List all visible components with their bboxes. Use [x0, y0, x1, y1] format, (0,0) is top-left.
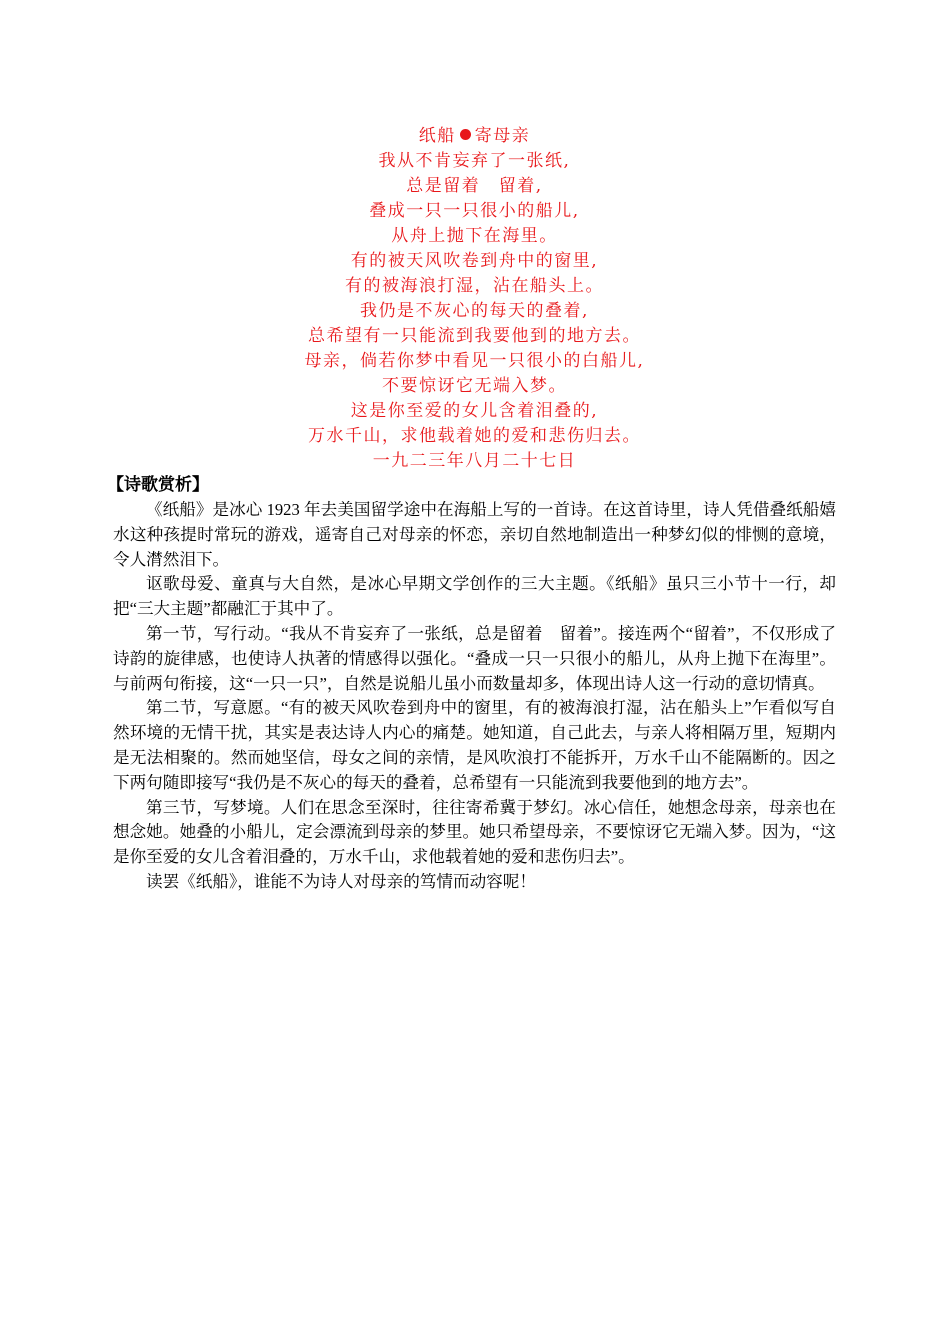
analysis-paragraph: 第二节，写意愿。“有的被天风吹卷到舟中的窗里，有的被海浪打湿，沾在船头上”乍看似写自然环境的无情干扰，其实是表达诗人内心的痛楚。她知道，自己此去，与亲人将相隔万里，短期内是无法相聚的。然而她坚信，母女之间的亲情，是风吹浪打不能拆开，万水千山不能隔断的。因之下两句随即接写“我仍是不灰心的每天的叠着，总希望有一只能流到我要他到的地方去”。 — [113, 698, 836, 792]
analysis-paragraph: 读罢《纸船》，谁能不为诗人对母亲的笃情而动容呢！ — [146, 871, 536, 891]
poem-line: 万水千山，求他载着她的爱和悲伤归去。 — [308, 426, 641, 446]
poem-block — [113, 124, 836, 474]
poem-line: 不要惊讶它无端入梦。 — [382, 376, 567, 396]
bullet-dot-icon — [460, 129, 471, 140]
poem-title — [113, 124, 836, 149]
analysis-paragraph: 第三节，写梦境。人们在思念至深时，往往寄希冀于梦幻。冰心信任，她想念母亲，母亲也在想念她。她叠的小船儿，定会漂流到母亲的梦里。她只希望母亲，不要惊讶它无端入梦。因为，“这是你至爱的女儿含着泪叠的，万水千山，求他载着她的爱和悲伤归去”。 — [113, 797, 836, 867]
poem-title-left: 纸船 — [418, 126, 456, 146]
poem-line: 母亲，倘若你梦中看见一只很小的白船儿, — [304, 351, 645, 371]
section-heading: 【诗歌赏析】 — [107, 475, 209, 495]
poem-line: 我从不肯妄弃了一张纸, — [378, 151, 571, 171]
poem-line: 我仍是不灰心的每天的叠着, — [360, 301, 589, 321]
poem-line: 有的被海浪打湿，沾在船头上。 — [345, 276, 604, 296]
poem-line: 从舟上抛下在海里。 — [391, 226, 558, 246]
poem-line: 总是留着 留着, — [406, 176, 543, 196]
poem-line: 总希望有一只能流到我要他到的地方去。 — [308, 326, 641, 346]
poem-line: 有的被天风吹卷到舟中的窗里, — [350, 251, 599, 271]
analysis-paragraph: 讴歌母爱、童真与大自然，是冰心早期文学创作的三大主题。《纸船》虽只三小节十一行，却把“三大主题”都融汇于其中了。 — [113, 574, 836, 619]
poem-title-right: 寄母亲 — [474, 126, 531, 146]
poem-date: 一九二三年八月二十七日 — [372, 451, 577, 471]
analysis-paragraph: 第一节，写行动。“我从不肯妄弃了一张纸，总是留着 留着”。接连两个“留着”，不仅形成了诗韵的旋律感，也使诗人执著的情感得以强化。“叠成一只一只很小的船儿，从舟上抛下在海里”。与前两句衔接，这“一只一只”，自然是说船儿虽小而数量却多，体现出诗人这一行动的意切情真。 — [113, 623, 836, 693]
poem-line: 叠成一只一只很小的船儿, — [369, 201, 580, 221]
analysis-paragraph: 《纸船》是冰心 1923 年去美国留学途中在海船上写的一首诗。在这首诗里，诗人凭借叠纸船嬉水这种孩提时常玩的游戏，遥寄自己对母亲的怀恋，亲切自然地制造出一种梦幻似的悱恻的意境，令人潸然泪下。 — [113, 500, 836, 569]
analysis-section — [107, 473, 836, 895]
poem-line: 这是你至爱的女儿含着泪叠的, — [350, 401, 599, 421]
